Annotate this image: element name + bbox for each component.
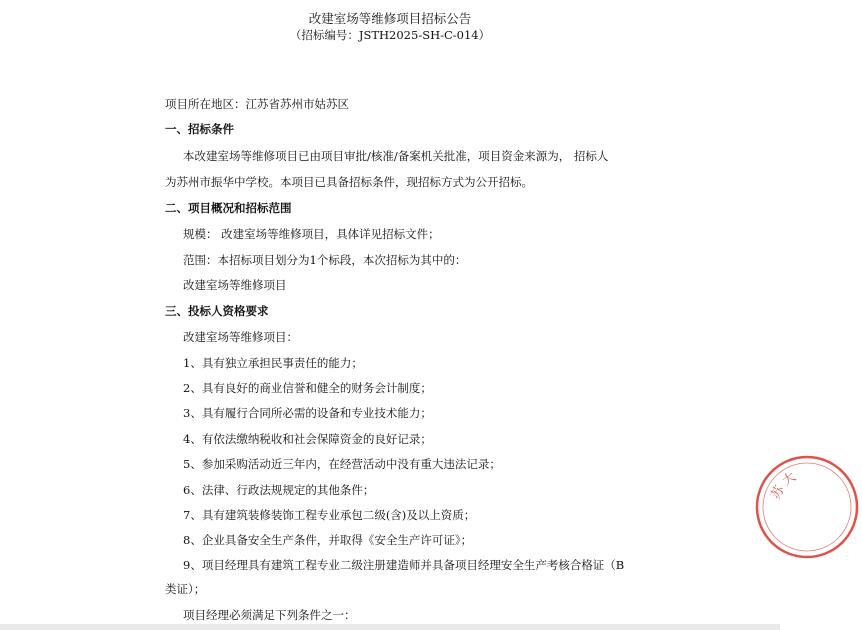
list-item: 6、法律、行政法规规定的其他条件； <box>183 483 375 497</box>
list-item: 9、项目经理具有建筑工程专业二级注册建造师并具备项目经理安全生产考核合格证（B <box>183 558 625 572</box>
list-item: 5、参加采购活动近三年内，在经营活动中没有重大违法记录； <box>183 457 501 471</box>
section-heading-tender-conditions: 一、招标条件 <box>165 122 234 136</box>
list-item: 7、具有建筑装修装饰工程专业承包二级(含)及以上资质； <box>183 508 476 522</box>
svg-text:大: 大 <box>779 469 799 490</box>
list-item: 2、具有良好的商业信誉和健全的财务会计制度； <box>183 381 432 395</box>
tender-code: （招标编号：JSTH2025-SH-C-014） <box>289 28 491 42</box>
list-item: 8、企业具备安全生产条件，并取得《安全生产许可证》； <box>183 533 473 547</box>
list-item: 4、有依法缴纳税收和社会保障资金的良好记录； <box>183 432 432 446</box>
list-item: 3、具有履行合同所必需的设备和专业技术能力； <box>183 406 432 420</box>
list-item-continuation: 类证）； <box>165 582 206 596</box>
section-heading-project-overview: 二、项目概况和招标范围 <box>165 201 292 215</box>
paragraph-line: 项目经理必须满足下列条件之一： <box>183 608 356 622</box>
paragraph-line: 范围：本招标项目划分为1个标段，本次招标为其中的： <box>183 253 467 267</box>
paragraph-line: 本改建室场等维修项目已由项目审批/核准/备案机关批准，项目资金来源为， 招标人 <box>183 149 609 163</box>
official-seal-stamp <box>752 452 862 562</box>
section-heading-bidder-qualifications: 三、投标人资格要求 <box>165 304 269 318</box>
list-item: 1、具有独立承担民事责任的能力； <box>183 356 363 370</box>
document-title: 改建室场等维修项目招标公告 <box>308 11 472 26</box>
paragraph-line: 为苏州市振华中学校。本项目已具备招标条件，现招标方式为公开招标。 <box>165 175 533 189</box>
paragraph-line: 改建室场等维修项目 <box>183 278 287 292</box>
svg-text:苏: 苏 <box>768 483 788 502</box>
paragraph-line: 规模： 改建室场等维修项目，具体详见招标文件； <box>183 227 440 241</box>
page-bottom-edge <box>0 624 780 630</box>
list-item: 改建室场等维修项目： <box>183 330 298 344</box>
project-location: 项目所在地区：江苏省苏州市姑苏区 <box>165 97 349 111</box>
